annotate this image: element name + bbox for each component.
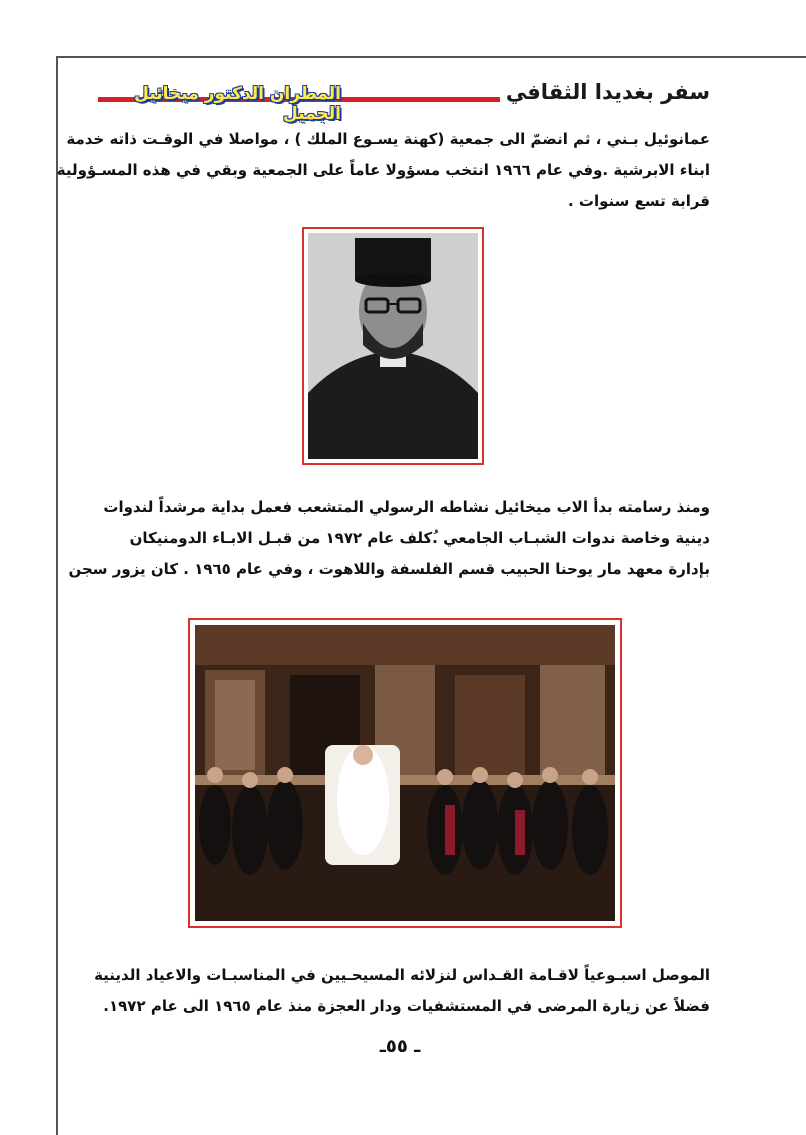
portrait-photo	[302, 227, 484, 465]
text-line: فضلاً عن زيارة المرضى في المستشفيات ودار العجزة منذ عام ١٩٦٥ الى عام ١٩٧٢.	[103, 997, 710, 1015]
paragraph-2	[68, 492, 710, 585]
audience-group-image	[195, 625, 615, 921]
group-photo	[188, 618, 622, 928]
text-line: عمانوئيل بـني ، ثم انضمّ الى جمعية (كهنة يسـوع الملك ) ، مواصلا في الوقـت ذاته خدمة	[66, 130, 710, 148]
text-line: بإدارة معهد مار يوحنا الحبيب قسم الفلسفة واللاهوت ، وفي عام ١٩٦٥ . كان يزور سجن	[68, 560, 710, 578]
page-number: ـ ٥٥ـ	[379, 1036, 421, 1057]
paragraph-1	[56, 124, 710, 217]
priest-portrait-image	[308, 233, 478, 459]
book-title: سفر بغديدا الثقافي	[500, 80, 710, 104]
text-line: ومنذ رسامته بدأ الاب ميخائيل نشاطه الرسولي المتشعب فعمل بداية مرشداً لندوات	[103, 498, 710, 516]
text-line: قرابة تسع سنوات .	[567, 192, 710, 210]
page-header	[98, 80, 710, 124]
chapter-title: المطران الدكتور ميخائيل الجميل	[134, 84, 341, 124]
text-line: دينية وخاصة ندوات الشبـاب الجامعي .ُكلف عام ١٩٧٢ من قبـل الابـاء الدومنيكان	[129, 529, 710, 547]
paragraph-3	[94, 960, 710, 1022]
text-line: الموصل اسبـوعياً لاقـامة القـداس لنزلائه المسيحـيين في المناسبـات والاعياد الدينية	[94, 966, 710, 984]
text-line: ابناء الابرشية .وفي عام ١٩٦٦ انتخب مسؤولا عاماً على الجمعية وبقي في هذه المسـؤولية	[56, 161, 710, 179]
